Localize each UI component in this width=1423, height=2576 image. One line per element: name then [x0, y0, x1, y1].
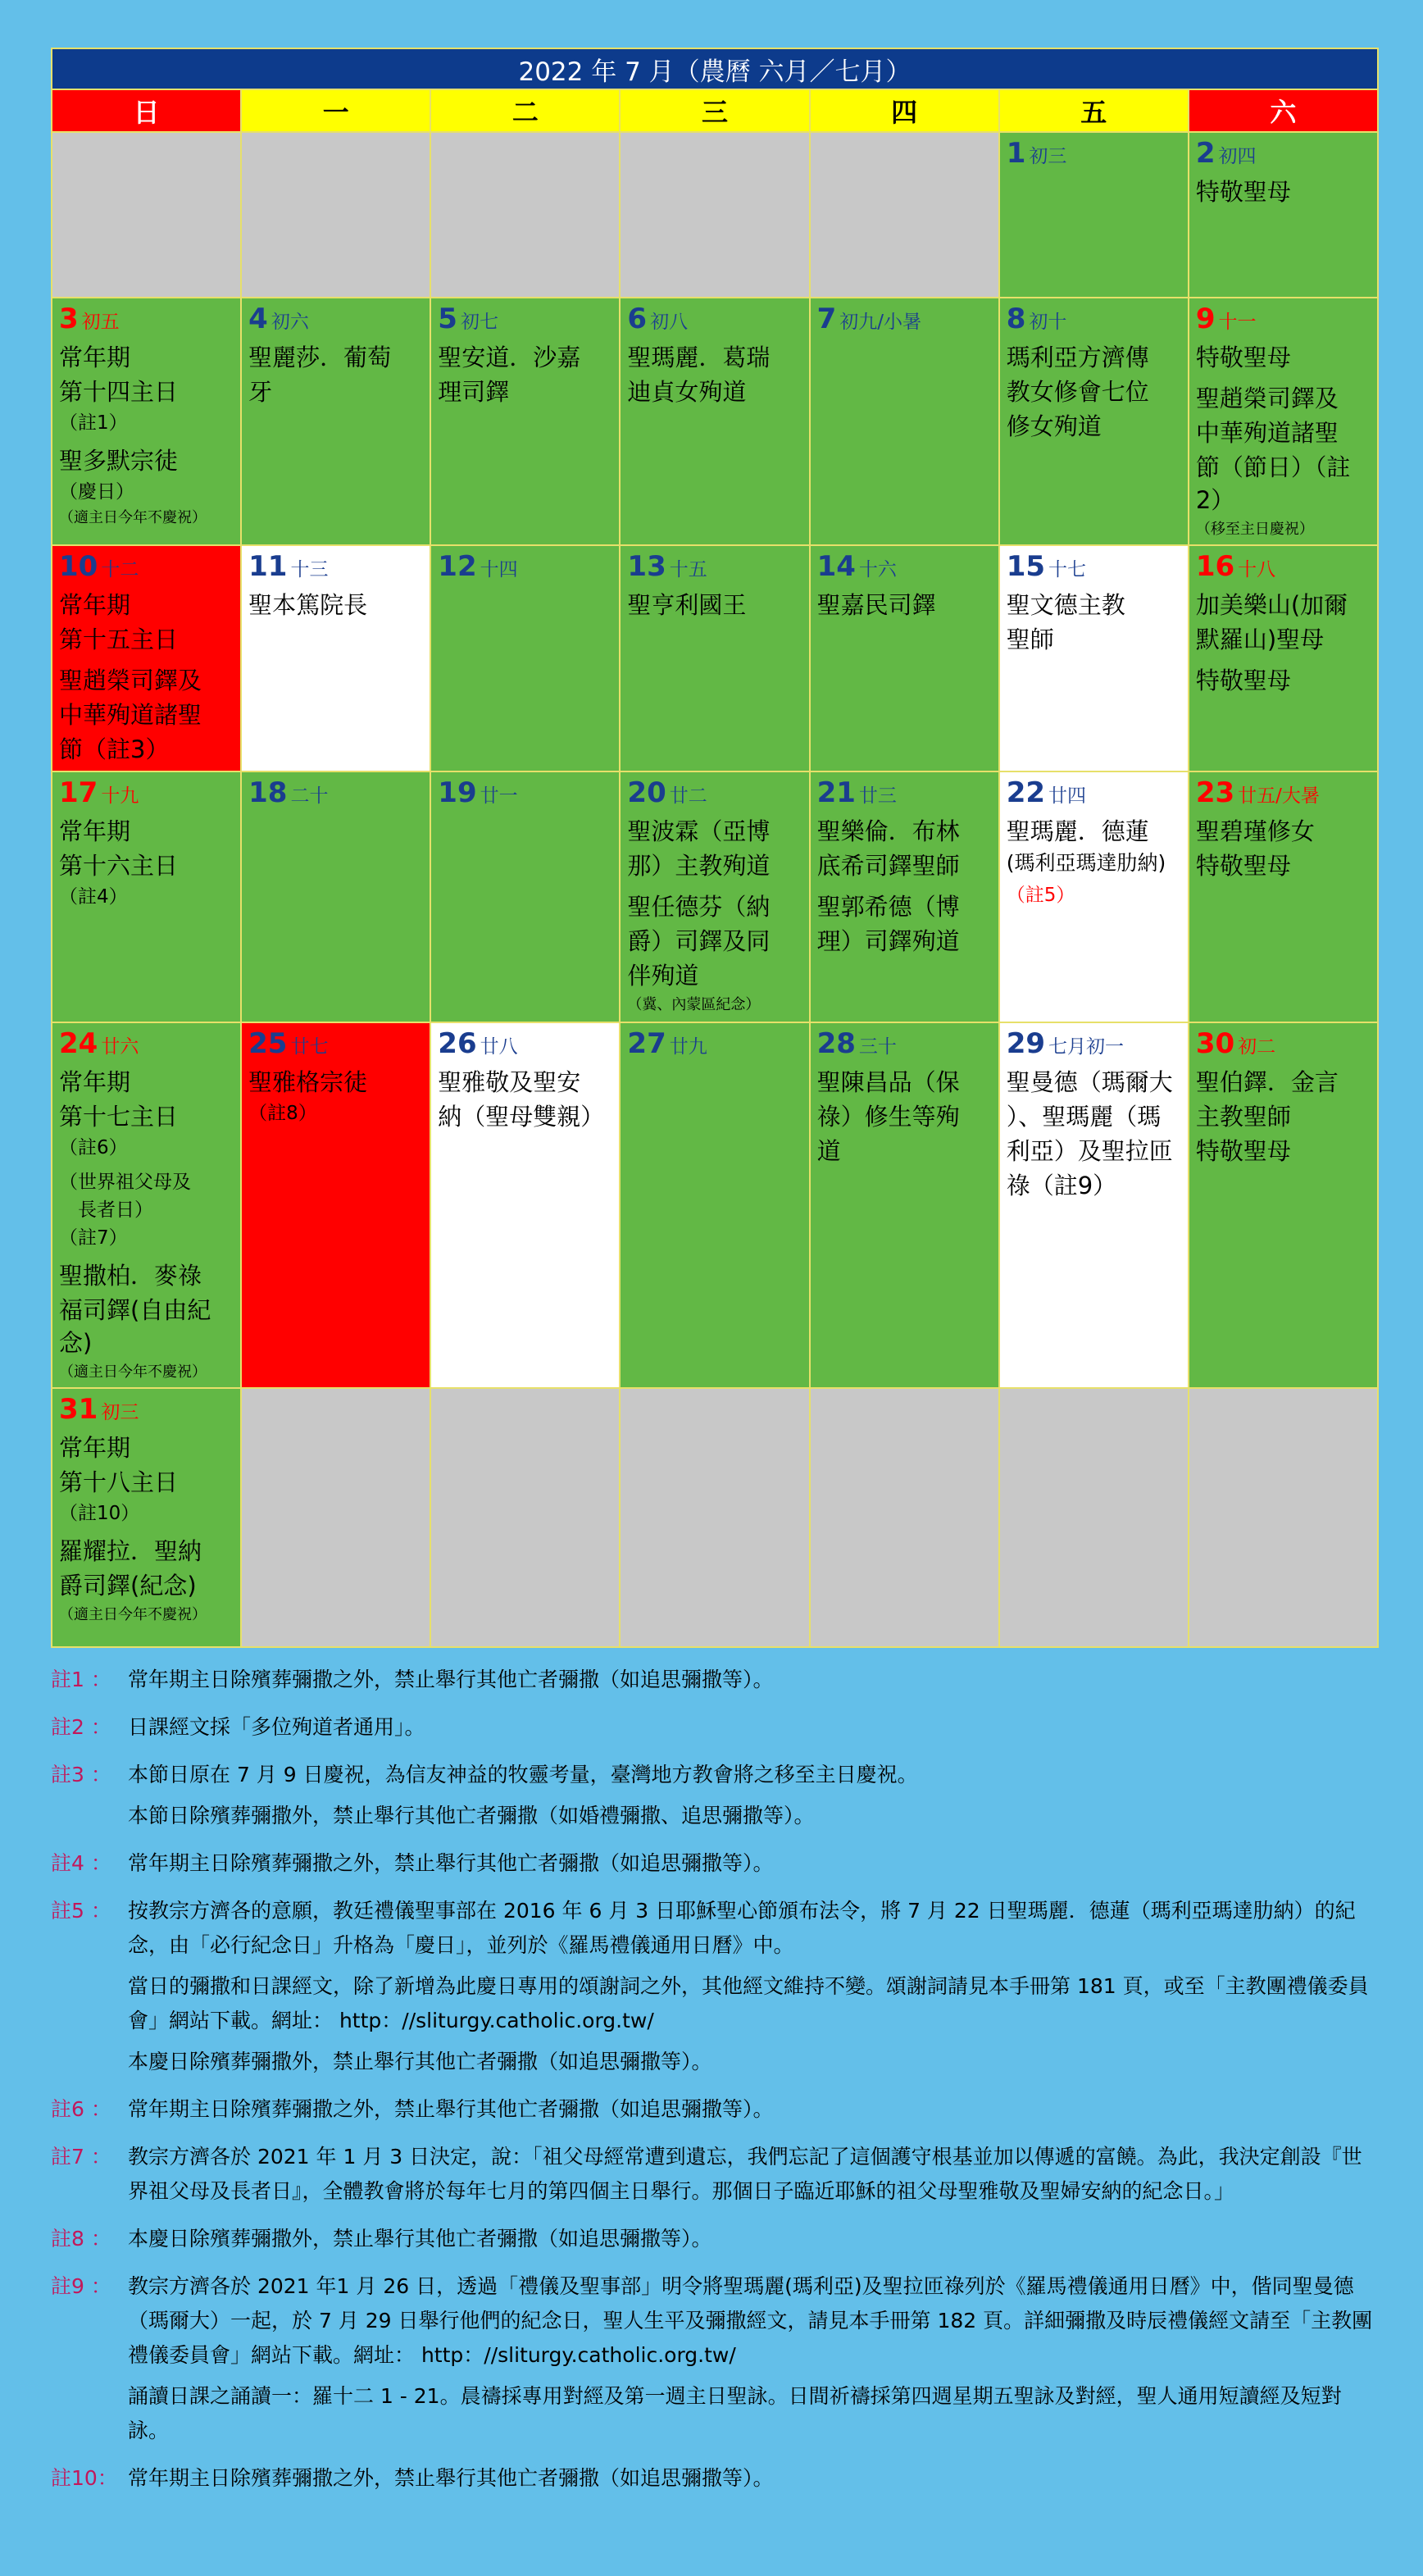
day-cell — [810, 1022, 999, 1388]
day-cell — [999, 132, 1189, 298]
event-line: 聖曼德（瑪爾大 — [1006, 1068, 1173, 1096]
lunar-date: 初二 — [1238, 1036, 1276, 1058]
week-row — [52, 1388, 1378, 1647]
day-cell — [52, 1022, 241, 1388]
day-number-line — [438, 549, 612, 587]
lunar-date: 十三 — [290, 559, 329, 580]
day-number-line — [1007, 136, 1181, 174]
day-number: 3 — [59, 303, 79, 335]
lunar-date: 廿六 — [101, 1036, 139, 1058]
day-number: 2 — [1195, 137, 1216, 170]
event-line: 底希司鐸聖師 — [816, 852, 960, 880]
event-line: 聖瑪麗．德蓮 — [1006, 817, 1149, 845]
day-number: 28 — [816, 1027, 856, 1060]
note-body — [128, 1846, 1379, 1887]
lunar-date: 廿八 — [480, 1036, 518, 1058]
note-key: 註1 ： — [51, 1668, 111, 1691]
event-line: （適主日今年不慶祝） — [59, 509, 207, 526]
day-cell — [241, 298, 430, 545]
lunar-date: 二十 — [290, 785, 329, 807]
day-cell — [999, 298, 1189, 545]
week-row — [52, 298, 1378, 545]
note-row — [51, 1758, 1379, 1840]
notes-section — [51, 1663, 1379, 2509]
day-number: 5 — [438, 303, 457, 335]
note-paragraph: 常年期主日除殯葬彌撒之外，禁止舉行其他亡者彌撒（如追思彌撒等）。 — [128, 2466, 774, 2490]
event-line: 迪貞女殉道 — [627, 378, 747, 406]
note-body — [128, 2092, 1379, 2133]
day-cell — [241, 545, 430, 771]
event-line: 道 — [816, 1137, 841, 1165]
day-number-line — [627, 302, 802, 339]
week-row — [52, 1022, 1378, 1388]
event-line: （冀、內蒙區紀念） — [627, 996, 761, 1013]
day-cell — [620, 298, 809, 545]
lunar-date: 十一 — [1218, 312, 1257, 333]
day-cell — [430, 545, 620, 771]
day-number: 23 — [1195, 776, 1235, 809]
event-line: 特敬聖母 — [1195, 344, 1291, 371]
day-cell — [999, 771, 1189, 1022]
lunar-date: 十五 — [669, 559, 707, 580]
day-number: 15 — [1006, 550, 1046, 583]
lunar-date: 初五 — [81, 312, 120, 333]
day-number-line — [627, 776, 802, 813]
day-number-line — [248, 549, 423, 587]
day-number: 25 — [248, 1027, 288, 1060]
day-number: 31 — [59, 1393, 98, 1426]
day-number-line — [1196, 302, 1371, 339]
note-body — [128, 1710, 1379, 1751]
lunar-date: 十七 — [1048, 559, 1087, 580]
day-cell — [52, 298, 241, 545]
event-line: 特敬聖母 — [1195, 667, 1291, 694]
day-cell — [52, 545, 241, 771]
event-line: 聖波霖（亞博 — [627, 817, 771, 845]
event-line: 第十六主日 — [59, 852, 179, 880]
event-line: 中華殉道諸聖 — [1195, 419, 1339, 447]
event-line: （註10） — [59, 1503, 140, 1524]
note-paragraph: 教宗方濟各於 2021 年1 月 26 日，透過「禮儀及聖事部」明令將聖瑪麗(瑪利亞)及聖拉匝祿列於《羅馬禮儀通用日曆》中，偕同聖曼德（瑪爾大）一起，於 7 月 29 日舉行他們的紀念日，聖人生平及彌撒經文，請見本手冊第 182 頁。詳細彌撒及時辰禮儀經文請至「主教團禮儀委員會」網站下載。網址： http：//sliturgy.catholic.org.tw/ — [128, 2274, 1373, 2367]
event-line: 常年期 — [59, 1434, 131, 1462]
week-row — [52, 771, 1378, 1022]
lunar-date: 三十 — [858, 1036, 897, 1058]
lunar-date: 廿三 — [858, 785, 897, 807]
day-number: 8 — [1006, 303, 1026, 335]
note-row — [51, 1710, 1379, 1751]
weekday-thu: 四 — [810, 89, 999, 132]
event-line: 爵）司鐸及同 — [627, 927, 771, 955]
lunar-date: 初十 — [1029, 312, 1067, 333]
note-row — [51, 2140, 1379, 2215]
note-key: 註9 ： — [51, 2274, 111, 2298]
note-key: 註7 ： — [51, 2145, 111, 2169]
note-paragraph: 常年期主日除殯葬彌撒之外，禁止舉行其他亡者彌撒（如追思彌撒等）。 — [128, 1851, 774, 1875]
day-cell — [620, 545, 809, 771]
day-cell — [1189, 771, 1378, 1022]
empty-cell — [620, 1388, 809, 1647]
empty-cell — [430, 1388, 620, 1647]
day-number-line — [1007, 302, 1181, 339]
event-line: 福司鐸(自由紀念) — [59, 1296, 211, 1357]
event-line: 爵司鐸(紀念) — [59, 1572, 197, 1600]
event-line: 聖麗莎．葡萄 — [248, 344, 392, 371]
note-paragraph: 本慶日除殯葬彌撒外，禁止舉行其他亡者彌撒（如追思彌撒等）。 — [128, 2227, 712, 2251]
empty-cell — [241, 132, 430, 298]
day-number: 16 — [1195, 550, 1235, 583]
day-number: 29 — [1006, 1027, 1046, 1060]
event-line: 第十七主日 — [59, 1103, 179, 1131]
event-line: 第十四主日 — [59, 378, 179, 406]
event-line: 特敬聖母 — [1195, 178, 1291, 206]
lunar-date: 十二 — [101, 559, 139, 580]
event-line: 聖多默宗徒 — [59, 447, 179, 475]
event-line: 納（聖母雙親） — [438, 1103, 605, 1131]
day-number: 14 — [816, 550, 856, 583]
event-line: （註5） — [1006, 885, 1075, 906]
note-body — [128, 2269, 1379, 2455]
day-cell — [52, 1388, 241, 1647]
empty-cell — [430, 132, 620, 298]
empty-cell — [999, 1388, 1189, 1647]
note-paragraph: 本節日原在 7 月 9 日慶祝，為信友神益的牧靈考量，臺灣地方教會將之移至主日慶祝。 — [128, 1763, 918, 1786]
note-paragraph: 教宗方濟各於 2021 年 1 月 3 日決定，說：「祖父母經常遭到遺忘，我們忘記了這個護守根基並加以傳遞的富饒。為此，我決定創設『世界祖父母及長者日』，全體教會將於每年七月的第四個主日舉行。那個日子臨近耶穌的祖父母聖雅敬及聖婦安納的紀念日。」 — [128, 2145, 1362, 2203]
lunar-date: 初九/小暑 — [839, 312, 921, 333]
day-cell — [999, 1022, 1189, 1388]
event-line: 聖趙榮司鐸及 — [59, 667, 202, 694]
event-line: 聖伯鐸．金言 — [1195, 1068, 1339, 1096]
day-number: 17 — [59, 776, 98, 809]
day-cell — [1189, 545, 1378, 771]
event-line: 聖本篤院長 — [248, 591, 368, 619]
note-key: 註5 ： — [51, 1899, 111, 1923]
note-paragraph: 誦讀日課之誦讀一：羅十二 1 - 21。晨禱採專用對經及第一週主日聖詠。日間祈禱採第四週星期五聖詠及對經，聖人通用短讀經及短對詠。 — [128, 2384, 1342, 2442]
event-line: 特敬聖母 — [1195, 852, 1291, 880]
day-number-line — [817, 302, 992, 339]
event-line: 理司鐸 — [438, 378, 510, 406]
event-line: 聖文德主教 — [1006, 591, 1125, 619]
day-number-line — [1007, 549, 1181, 587]
day-number-line — [1007, 1026, 1181, 1064]
day-number: 20 — [627, 776, 666, 809]
note-row — [51, 1894, 1379, 2086]
week-row — [52, 132, 1378, 298]
lunar-date: 十六 — [858, 559, 897, 580]
day-number-line — [817, 1026, 992, 1064]
day-number: 12 — [438, 550, 477, 583]
event-line: 節（節日）（註2） — [1195, 453, 1351, 514]
note-body — [128, 2140, 1379, 2215]
note-body — [128, 1758, 1379, 1840]
event-line: 主教聖師 — [1195, 1103, 1291, 1131]
empty-cell — [620, 132, 809, 298]
note-key: 註2 ： — [51, 1715, 111, 1739]
note-paragraph: 本慶日除殯葬彌撒外，禁止舉行其他亡者彌撒（如追思彌撒等）。 — [128, 2050, 712, 2073]
weekday-wed: 三 — [620, 89, 809, 132]
note-key: 註6 ： — [51, 2097, 111, 2121]
lunar-date: 初七 — [460, 312, 498, 333]
day-number: 21 — [816, 776, 856, 809]
event-line: 祿（註9） — [1006, 1172, 1117, 1199]
day-number: 30 — [1195, 1027, 1235, 1060]
event-line: 長者日） — [59, 1199, 153, 1221]
lunar-date: 廿七 — [290, 1036, 329, 1058]
note-body — [128, 1663, 1379, 1704]
empty-cell — [810, 132, 999, 298]
lunar-date: 十九 — [101, 785, 139, 807]
event-line: 教女修會七位 — [1006, 378, 1149, 406]
day-cell — [241, 1022, 430, 1388]
note-body — [128, 2222, 1379, 2263]
event-line: 理）司鐸殉道 — [816, 927, 960, 955]
day-number-line — [627, 549, 802, 587]
day-number-line — [438, 1026, 612, 1064]
event-line: 聖師 — [1006, 626, 1054, 653]
day-cell — [1189, 132, 1378, 298]
day-number: 9 — [1195, 303, 1216, 335]
day-number-line — [248, 1026, 423, 1064]
event-line: ）、聖瑪麗（瑪 — [1006, 1103, 1162, 1131]
event-line: 聖郭希德（博 — [816, 893, 960, 921]
event-line: 默羅山)聖母 — [1195, 626, 1325, 653]
event-line: 聖瑪麗．葛瑞 — [627, 344, 771, 371]
note-paragraph: 當日的彌撒和日課經文，除了新增為此慶日專用的頌謝詞之外，其他經文維持不變。頌謝詞請見本手冊第 181 頁，或至「主教團禮儀委員會」網站下載。網址： http：//sliturgy.catholic.org.tw/ — [128, 1974, 1369, 2032]
event-line: 牙 — [248, 378, 273, 406]
day-cell — [999, 545, 1189, 771]
note-row — [51, 1846, 1379, 1887]
weekday-fri: 五 — [999, 89, 1189, 132]
day-cell — [810, 771, 999, 1022]
day-number: 19 — [438, 776, 477, 809]
lunar-date: 初六 — [271, 312, 309, 333]
day-number-line — [59, 1026, 234, 1064]
day-number-line — [817, 549, 992, 587]
day-cell — [810, 298, 999, 545]
day-number-line — [59, 549, 234, 587]
day-number: 18 — [248, 776, 288, 809]
day-cell — [1189, 298, 1378, 545]
note-row — [51, 2222, 1379, 2263]
event-line: 常年期 — [59, 344, 131, 371]
day-cell — [241, 771, 430, 1022]
event-line: 聖安道．沙嘉 — [438, 344, 581, 371]
note-row — [51, 2461, 1379, 2502]
day-number-line — [1007, 776, 1181, 813]
event-line: （適主日今年不慶祝） — [59, 1606, 207, 1623]
lunar-date: 廿二 — [669, 785, 707, 807]
day-number-line — [817, 776, 992, 813]
note-key: 註8 ： — [51, 2227, 111, 2251]
day-cell — [620, 1022, 809, 1388]
event-line: 聖雅格宗徒 — [248, 1068, 368, 1096]
event-line: 常年期 — [59, 817, 131, 845]
day-number-line — [59, 776, 234, 813]
lunar-date: 初三 — [101, 1402, 139, 1423]
event-line: 修女殉道 — [1006, 412, 1102, 440]
empty-cell — [810, 1388, 999, 1647]
note-paragraph: 按教宗方濟各的意願，教廷禮儀聖事部在 2016 年 6 月 3 日耶穌聖心節頒布法令，將 7 月 22 日聖瑪麗．德蓮（瑪利亞瑪達肋納）的紀念，由「必行紀念日」升格為「慶日」，並列於《羅馬禮儀通用日曆》中。 — [128, 1899, 1356, 1957]
note-key: 註4 ： — [51, 1851, 111, 1875]
empty-cell — [241, 1388, 430, 1647]
event-line: 常年期 — [59, 1068, 131, 1096]
lunar-date: 十八 — [1238, 559, 1276, 580]
day-cell — [620, 771, 809, 1022]
weekday-sun: 日 — [52, 89, 241, 132]
lunar-date: 廿一 — [480, 785, 518, 807]
day-cell — [810, 545, 999, 771]
event-line: 羅耀拉．聖納 — [59, 1537, 202, 1565]
day-cell — [52, 771, 241, 1022]
event-line: （註4） — [59, 886, 128, 908]
event-line: （世界祖父母及 — [59, 1172, 191, 1193]
event-line: 伴殉道 — [627, 962, 699, 990]
note-body — [128, 2461, 1379, 2502]
note-paragraph: 常年期主日除殯葬彌撒之外，禁止舉行其他亡者彌撒（如追思彌撒等）。 — [128, 1668, 774, 1691]
day-number: 24 — [59, 1027, 98, 1060]
event-line: 聖亨利國王 — [627, 591, 747, 619]
lunar-date: 初八 — [650, 312, 689, 333]
lunar-date: 初三 — [1029, 146, 1067, 167]
event-line: 第十五主日 — [59, 626, 179, 653]
event-line: 利亞）及聖拉匝 — [1006, 1137, 1173, 1165]
event-line: 加美樂山(加爾 — [1195, 591, 1348, 619]
lunar-date: 廿九 — [669, 1036, 707, 1058]
calendar-title: 2022 年 7 月（農曆 六月／七月） — [52, 48, 1378, 89]
day-number: 4 — [248, 303, 268, 335]
event-line: 瑪利亞方濟傳 — [1006, 344, 1149, 371]
event-line: 中華殉道諸聖 — [59, 701, 202, 729]
event-line: （移至主日慶祝） — [1195, 521, 1314, 538]
event-line: （註7） — [59, 1227, 128, 1249]
note-body — [128, 1894, 1379, 2086]
event-line: 聖碧瑾修女 — [1195, 817, 1315, 845]
weekday-header-row — [52, 89, 1378, 132]
lunar-date: 七月初一 — [1048, 1036, 1125, 1058]
event-line: 聖趙榮司鐸及 — [1195, 385, 1339, 412]
week-row — [52, 545, 1378, 771]
day-number: 1 — [1006, 137, 1026, 170]
day-number: 6 — [627, 303, 648, 335]
day-number: 22 — [1006, 776, 1046, 809]
event-line: 特敬聖母 — [1195, 1137, 1291, 1165]
event-line: （註6） — [59, 1137, 128, 1158]
day-cell — [430, 298, 620, 545]
event-line: 祿）修生等殉 — [816, 1103, 960, 1131]
day-number: 7 — [816, 303, 837, 335]
event-line: 聖嘉民司鐸 — [816, 591, 936, 619]
note-row — [51, 2269, 1379, 2455]
note-row — [51, 2092, 1379, 2133]
day-cell — [430, 771, 620, 1022]
day-number-line — [438, 302, 612, 339]
event-line: （慶日） — [59, 481, 134, 503]
day-cell — [1189, 1022, 1378, 1388]
day-number-line — [1196, 776, 1371, 813]
day-number-line — [248, 302, 423, 339]
day-number-line — [1196, 136, 1371, 174]
event-line: 聖雅敬及聖安 — [438, 1068, 581, 1096]
day-number-line — [59, 1392, 234, 1430]
empty-cell — [1189, 1388, 1378, 1647]
lunar-date: 廿四 — [1048, 785, 1087, 807]
day-number-line — [1196, 1026, 1371, 1064]
event-line: （註1） — [59, 412, 128, 434]
event-line: （適主日今年不慶祝） — [59, 1363, 207, 1381]
note-paragraph: 本節日除殯葬彌撒外，禁止舉行其他亡者彌撒（如婚禮彌撒、追思彌撒等）。 — [128, 1804, 815, 1827]
calendar-table — [51, 48, 1379, 1648]
day-number-line — [1196, 549, 1371, 587]
weekday-sat: 六 — [1189, 89, 1378, 132]
event-line: 第十八主日 — [59, 1468, 179, 1496]
day-number-line — [248, 776, 423, 813]
event-line: (瑪利亞瑪達肋納) — [1006, 851, 1166, 875]
day-number: 10 — [59, 550, 98, 583]
event-line: 那）主教殉道 — [627, 852, 771, 880]
day-number-line — [438, 776, 612, 813]
day-number: 13 — [627, 550, 666, 583]
weekday-tue: 二 — [430, 89, 620, 132]
note-key: 註3 ： — [51, 1763, 111, 1786]
note-key: 註10： — [51, 2466, 118, 2490]
event-line: 常年期 — [59, 591, 131, 619]
empty-cell — [52, 132, 241, 298]
lunar-date: 十四 — [480, 559, 518, 580]
note-row — [51, 1663, 1379, 1704]
note-paragraph: 常年期主日除殯葬彌撒之外，禁止舉行其他亡者彌撒（如追思彌撒等）。 — [128, 2097, 774, 2121]
weekday-mon: 一 — [241, 89, 430, 132]
day-number: 11 — [248, 550, 288, 583]
day-number-line — [59, 302, 234, 339]
note-paragraph: 日課經文採「多位殉道者通用」。 — [128, 1715, 425, 1739]
event-line: 聖任德芬（納 — [627, 893, 771, 921]
event-line: 節（註3） — [59, 735, 170, 763]
event-line: 聖樂倫．布林 — [816, 817, 960, 845]
lunar-date: 初四 — [1218, 146, 1257, 167]
event-line: （註8） — [248, 1103, 317, 1124]
day-number: 27 — [627, 1027, 666, 1060]
lunar-date: 廿五/大暑 — [1238, 785, 1320, 807]
day-number: 26 — [438, 1027, 477, 1060]
event-line: 聖撒柏．麥祿 — [59, 1262, 202, 1290]
day-number-line — [627, 1026, 802, 1064]
day-cell — [430, 1022, 620, 1388]
event-line: 聖陳昌品（保 — [816, 1068, 960, 1096]
